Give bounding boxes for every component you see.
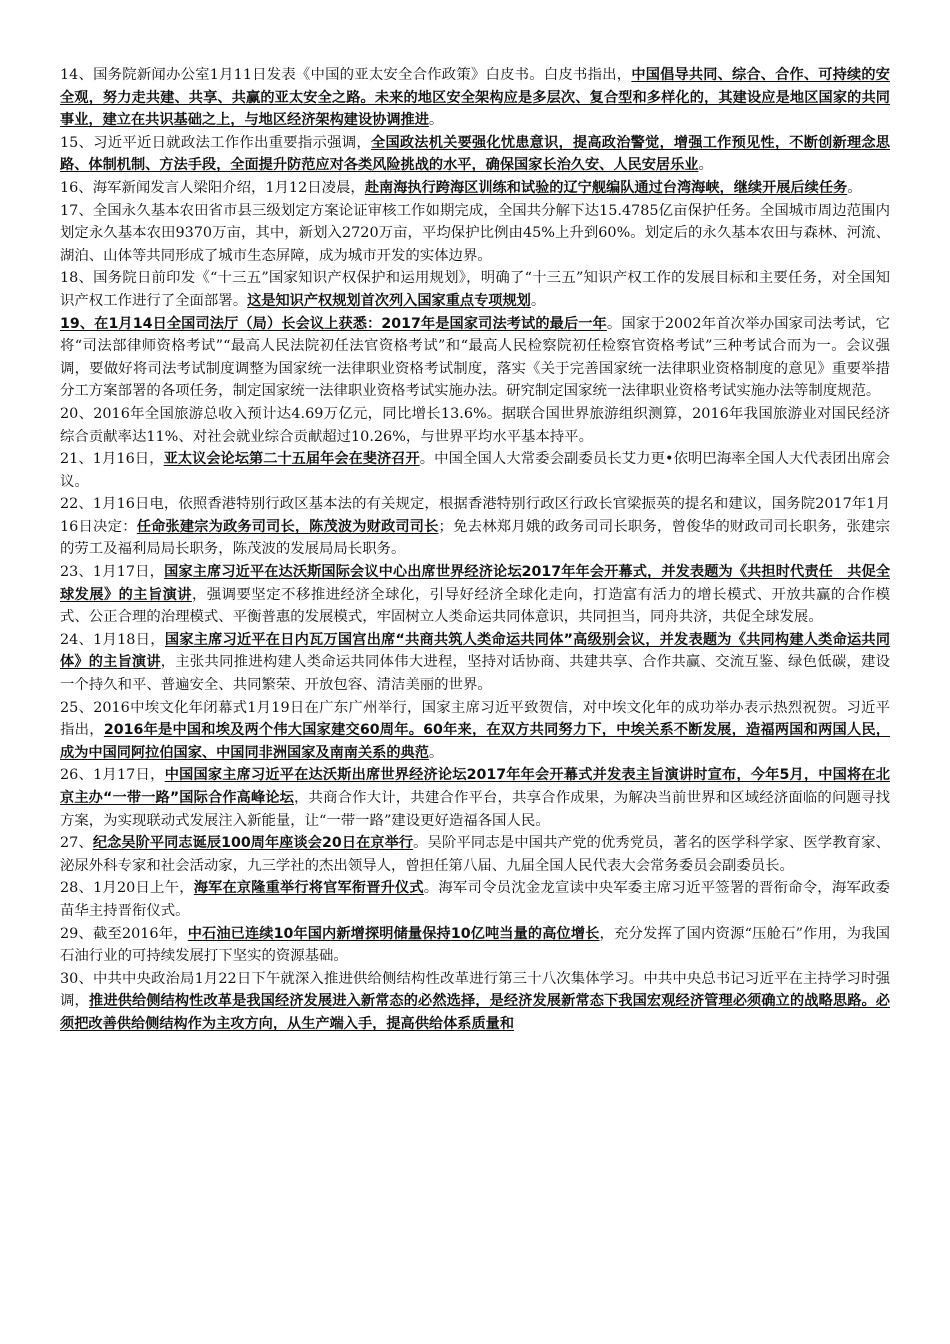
news-item-16: [60, 177, 890, 200]
item-highlight: 海军在京隆重举行将官军衔晋升仪式: [193, 880, 424, 897]
item-highlight: 纪念吴阶平同志诞辰100周年座谈会20日在京举行: [92, 835, 414, 852]
item-highlight: 任命张建宗为政务司司长，陈茂波为财政司司长: [136, 518, 439, 535]
news-item-28: [60, 877, 890, 922]
news-item-21: [60, 448, 890, 493]
item-text: 25、2016中埃文化年闭幕式1月19日在广东广州举行，国家主席习近平致贺信，对中埃文化年的成功举办表示热烈祝贺。习近平指出，: [60, 699, 890, 739]
item-text: 16、海军新闻发言人梁阳介绍，1月12日凌晨，: [60, 179, 365, 196]
item-text: 18、国务院日前印发《“十三五”国家知识产权保护和运用规划》，明确了“十三五”知识产权工作的发展目标和主要任务，对全国知识产权工作进行了全面部署。: [60, 270, 890, 309]
news-item-15: [60, 132, 890, 177]
item-text: 27、: [60, 835, 93, 852]
item-highlight: 2016年是中国和埃及两个伟大国家建交60周年。60年来，在双方共同努力下，中埃关系不断发展，造福两国和两国人民，成为中国同阿拉伯国家、中国同非洲国家及南南关系的典范: [60, 722, 890, 761]
item-text: 。国家于2002年首次举办国家司法考试，它将“司法部律师资格考试”“最高人民法院初任法官资格考试”和“最高人民检察院初任检察官资格考试”三种考试合而为一。会议强调，要做好将司法考试制度调整为国家统一法律职业资格考试制度，落实《关于完善国家统一法律职业资格制度的意见》重要举措分工方案部署的各项任务，制定国家统一法律职业资格考试实施办法。研究制定国家统一法律职业资格考试实施办法等制度规范。: [60, 315, 890, 400]
item-text: 。: [847, 179, 862, 196]
news-item-23: [60, 561, 890, 629]
item-text: ，强调要坚定不移推进经济全球化，引导好经济全球化走向，打造富有活力的增长模式、开放共赢的合作模式、公正合理的治理模式、平衡普惠的发展模式，牢固树立人类命运共同体意识，共同担当，同舟共济，共促全球发展。: [60, 586, 890, 626]
item-text: 24、1月18日，: [60, 631, 165, 648]
item-text: 28、1月20日上午，: [60, 880, 194, 897]
item-text: 26、1月17日，: [60, 767, 165, 784]
item-highlight: 这是知识产权规划首次列入国家重点专项规划: [247, 292, 531, 309]
item-highlight: 推进供给侧结构性改革是我国经济发展进入新常态的必然选择，是经济发展新常态下我国宏观经济管理必须确立的战略思路。必须把改善供给侧结构作为主攻方向，从生产端入手，提高供给体系质量和: [60, 993, 890, 1032]
item-text: 23、1月17日，: [60, 564, 165, 581]
item-text: 。海军司令员沈金龙宣读中央军委主席习近平签署的晋衔命令，海军政委苗华主持晋衔仪式。: [60, 880, 890, 919]
item-text: 30、中共中央政治局1月22日下午就深入推进供给侧结构性改革进行第三十八次集体学习。中共中央总书记习近平在主持学习时强调，: [60, 970, 890, 1010]
item-text: 。: [698, 157, 713, 174]
news-item-25: [60, 697, 890, 765]
item-text: 。吴阶平同志是中国共产党的优秀党员，著名的医学科学家、医学教育家、泌尿外科专家和社会活动家，九三学社的杰出领导人，曾担任第八届、九届全国人民代表大会常务委员会副委员长。: [60, 835, 890, 874]
news-item-17: [60, 200, 890, 268]
item-text: 29、截至2016年，: [60, 925, 188, 942]
item-highlight: 19、在1月14日全国司法厅（局）长会议上获悉：2017年是国家司法考试的最后一年: [60, 315, 607, 332]
news-item-14: [60, 64, 890, 132]
news-item-29: [60, 923, 890, 968]
news-item-22: [60, 493, 890, 561]
item-highlight: 国家主席习近平在日内瓦万国宫出席“共商共筑人类命运共同体”高级别会议，并发表题为《共同构建人类命运共同体》的主旨演讲: [60, 631, 891, 671]
item-highlight: 中石油已连续10年国内新增探明储量保持10亿吨当量的高位增长: [187, 925, 600, 942]
item-text: 。: [428, 744, 444, 761]
item-text: 。中国全国人大常委会副委员长艾力更•依明巴海率全国人大代表团出席会议。: [60, 451, 890, 490]
item-text: 21、1月16日，: [60, 451, 164, 468]
news-item-27: [60, 832, 890, 877]
item-text: 17、全国永久基本农田省市县三级划定方案论证审核工作如期完成，全国共分解下达15.4785亿亩保护任务。全国城市周边范围内划定永久基本农田9370万亩，其中，新划入2720万亩，平均保护比例由45%上升到60%。划定后的永久基本农田与森林、河流、湖泊、山体等共同形成了城市生态屏障，成为城市开发的实体边界。: [60, 202, 890, 264]
item-text: 20、2016年全国旅游总收入预计达4.69万亿元，同比增长13.6%。据联合国世界旅游组织测算，2016年我国旅游业对国民经济综合贡献率达11%、对社会就业综合贡献超过10.26%，与世界平均水平基本持平。: [60, 405, 890, 445]
item-highlight: 全国政法机关要强化忧患意识，提高政治警觉，增强工作预见性，不断创新理念思路、体制机制、方法手段，全面提升防范应对各类风险挑战的水平，确保国家长治久安、人民安居乐业: [60, 134, 890, 174]
news-item-18: [60, 267, 890, 312]
news-item-20: [60, 403, 890, 448]
item-text: ，主张共同推进构建人类命运共同体伟大进程，坚持对话协商、共建共享、合作共赢、交流互鉴、绿色低碳，建设一个持久和平、普遍安全、共同繁荣、开放包容、清洁美丽的世界。: [60, 654, 890, 694]
item-highlight: 中国国家主席习近平在达沃斯出席世界经济论坛2017年年会开幕式并发表主旨演讲时宣布，今年5月，中国将在北京主办“一带一路”国际合作高峰论坛: [60, 767, 890, 806]
item-highlight: 赴南海执行跨海区训练和试验的辽宁舰编队通过台湾海峡，继续开展后续任务: [364, 179, 848, 196]
item-highlight: 中国倡导共同、综合、合作、可持续的安全观，努力走共建、共享、共赢的亚太安全之路。未来的地区安全架构应是多层次、复合型和多样化的，其建设应是地区国家的共同事业，建立在共识基础之上，与地区经济架构建设协调推进: [60, 67, 890, 129]
item-text: 15、习近平近日就政法工作作出重要指示强调，: [60, 134, 372, 151]
document-page: [60, 64, 890, 1036]
item-highlight: 亚太议会论坛第二十五届年会在斐济召开: [163, 451, 420, 468]
news-item-24: [60, 629, 890, 697]
item-text: 22、1月16日电，依照香港特别行政区基本法的有关规定，根据香港特别行政区行政长官梁振英的提名和建议，国务院2017年1月16日决定：: [60, 496, 890, 535]
news-item-19: [60, 313, 890, 403]
item-text: ，充分发挥了国内资源“压舱石”作用，为我国石油行业的可持续发展打下坚实的资源基础。: [60, 925, 891, 965]
item-text: ，共商合作大计，共建合作平台，共享合作成果，为解决当前世界和区域经济面临的问题寻找方案，为实现联动式发展注入新能量，让“一带一路”建设更好造福各国人民。: [60, 790, 890, 829]
news-item-26: [60, 764, 890, 832]
item-text: ；免去林郑月娥的政务司司长职务，曾俊华的财政司司长职务，张建宗的劳工及福利局局长职务，陈茂波的发展局局长职务。: [60, 518, 890, 558]
item-text: 。: [428, 112, 444, 129]
news-item-30: [60, 968, 890, 1036]
item-text: 14、国务院新闻办公室1月11日发表《中国的亚太安全合作政策》白皮书。白皮书指出，: [60, 67, 632, 83]
item-highlight: 国家主席习近平在达沃斯国际会议中心出席世界经济论坛2017年年会开幕式，并发表题为《共担时代责任 共促全球发展》的主旨演讲: [60, 564, 891, 603]
item-text: 。: [530, 292, 546, 309]
